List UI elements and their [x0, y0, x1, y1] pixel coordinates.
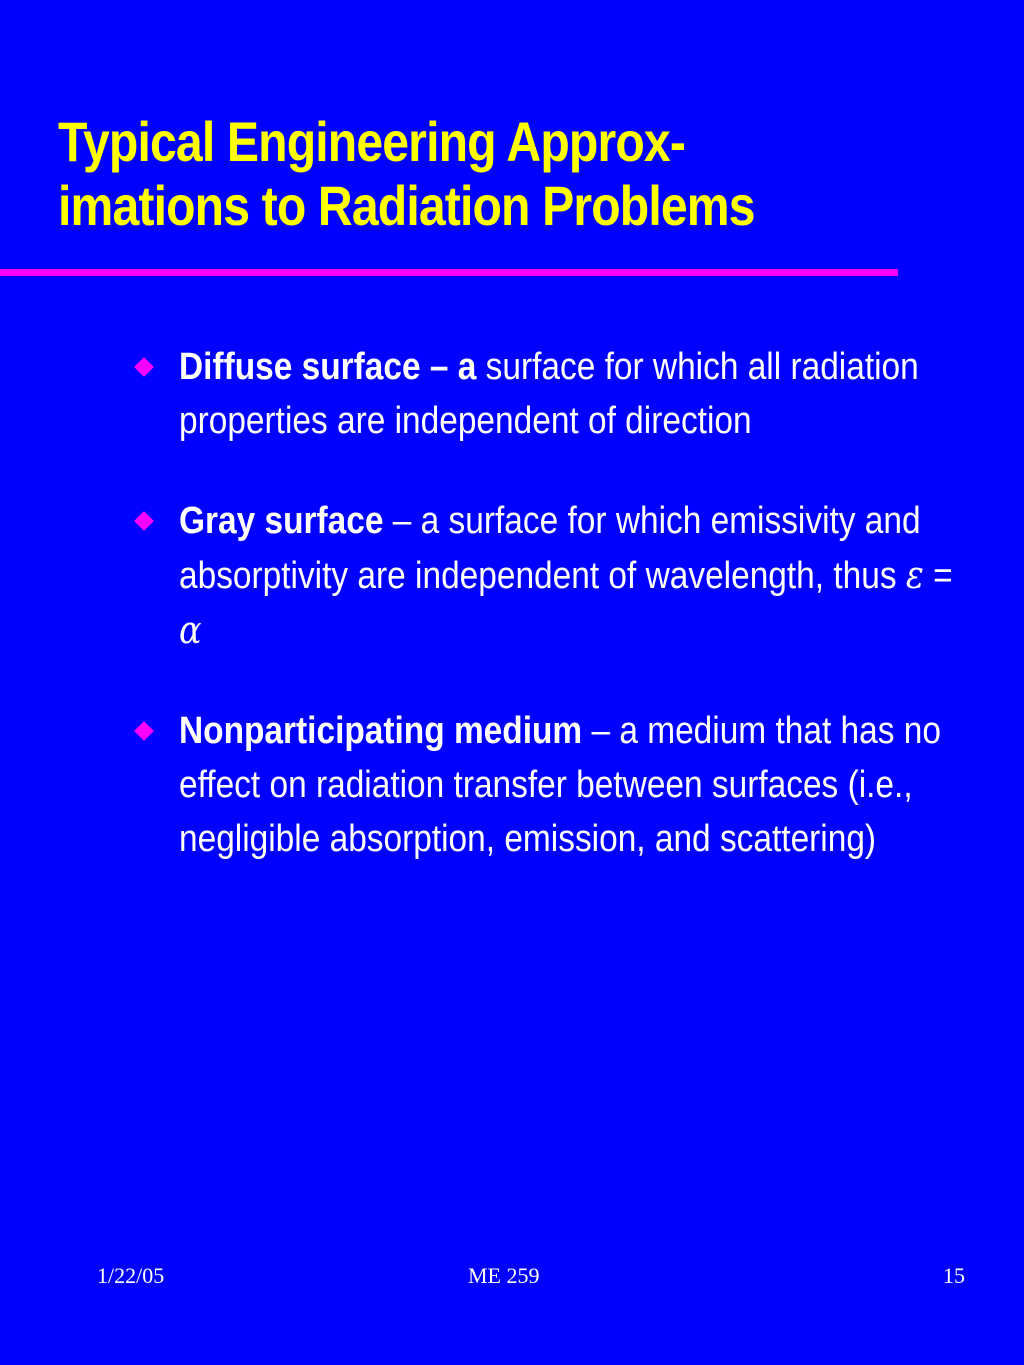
bullet-list	[0, 340, 1024, 912]
slide-title-line-2: imations to Radiation Problems	[58, 174, 755, 237]
bullet-text	[179, 494, 953, 658]
bullet-gray-surface	[0, 494, 959, 658]
alpha-symbol: α	[179, 608, 202, 652]
bullet-nonparticipating-medium	[0, 704, 959, 866]
footer-course: ME 259	[468, 1263, 540, 1288]
title-divider	[0, 269, 898, 276]
diamond-bullet-icon	[134, 511, 154, 531]
footer-date: 1/22/05	[97, 1263, 165, 1288]
footer-page-number: 15	[943, 1263, 965, 1288]
bullet-term: Diffuse surface – a	[179, 346, 477, 388]
bullet-definition: – a surface for which emissivity and absorptivity are independent of wavelength, thus	[179, 500, 921, 597]
slide-title-line-1: Typical Engineering Approx-	[58, 110, 686, 173]
equals-sign: =	[923, 555, 953, 597]
bullet-text	[179, 340, 953, 448]
bullet-term: Nonparticipating medium	[179, 710, 583, 752]
bullet-term: Gray surface	[179, 500, 384, 542]
bullet-text	[179, 704, 953, 866]
slide-title	[58, 110, 832, 238]
diamond-bullet-icon	[134, 721, 154, 741]
bullet-definition: surface for which all radiation properties are independent of direction	[179, 346, 919, 442]
epsilon-symbol: ε	[905, 553, 924, 597]
diamond-bullet-icon	[134, 357, 154, 377]
bullet-diffuse-surface	[0, 340, 959, 448]
bullet-definition: – a medium that has no effect on radiation transfer between surfaces (i.e., negligible absorption, emission, and scattering)	[179, 710, 941, 860]
